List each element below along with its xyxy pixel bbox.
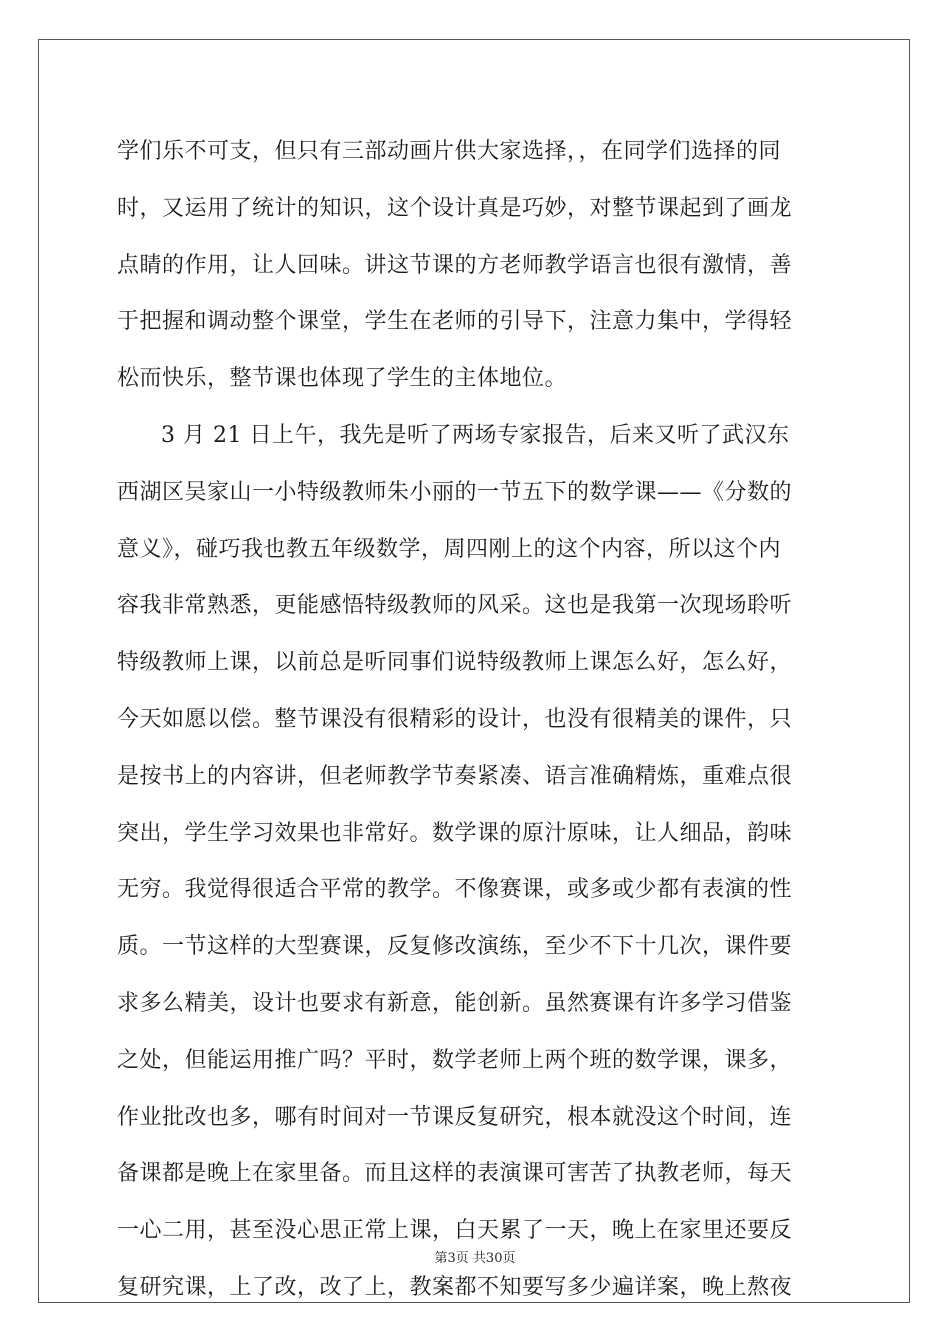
- text-line: 松而快乐，整节课也体现了学生的主体地位。: [117, 366, 568, 392]
- text-line: 突出，学生学习效果也非常好。数学课的原汁原味，让人细品，韵味: [117, 820, 793, 846]
- text-line: 于把握和调动整个课堂，学生在老师的引导下，注意力集中，学得轻: [117, 309, 793, 335]
- paragraph-start-line: 3 月 21 日上午，我先是听了两场专家报告，后来又听了武汉东: [161, 422, 790, 448]
- text-line: 是按书上的内容讲，但老师教学节奏紧凑、语言准确精炼，重难点很: [117, 763, 793, 789]
- text-line: 容我非常熟悉，更能感悟特级教师的风采。这也是我第一次现场聆听: [117, 593, 793, 619]
- text-line: 意义》，碰巧我也教五年级数学，周四刚上的这个内容，所以这个内: [117, 536, 782, 562]
- text-line: 点睛的作用，让人回味。讲这节课的方老师教学语言也很有激情，善: [117, 252, 793, 278]
- text-line: 无穷。我觉得很适合平常的教学。不像赛课，或多或少都有表演的性: [117, 877, 793, 903]
- page-footer: 第3页 共30页: [434, 1251, 516, 1266]
- text-line: 今天如愿以偿。整节课没有很精彩的设计，也没有很精美的课件，只: [117, 706, 793, 732]
- document-body: [117, 124, 833, 1317]
- text-line: 复研究课，上了改，改了上，教案都不知要写多少遍详案，晚上熬夜: [117, 1274, 793, 1300]
- text-line: 备课都是晚上在家里备。而且这样的表演课可害苦了执教老师，每天: [117, 1161, 793, 1187]
- text-line: 特级教师上课，以前总是听同事们说特级教师上课怎么好，怎么好，: [117, 650, 793, 676]
- text-line: 学们乐不可支，但只有三部动画片供大家选择，，在同学们选择的同: [117, 139, 782, 164]
- text-line: 之处，但能运用推广吗？平时，数学老师上两个班的数学课，课多，: [117, 1047, 793, 1073]
- text-line: 质。一节这样的大型赛课，反复修改演练，至少不下十几次，课件要: [117, 934, 793, 960]
- text-line: 时，又运用了统计的知识，这个设计真是巧妙，对整节课起到了画龙: [117, 195, 793, 221]
- text-line: 作业批改也多，哪有时间对一节课反复研究，根本就没这个时间，连: [117, 1104, 793, 1130]
- text-line: 一心二用，甚至没心思正常上课，白天累了一天，晚上在家里还要反: [117, 1218, 793, 1244]
- text-line: 西湖区吴家山一小特级教师朱小丽的一节五下的数学课——《分数的: [117, 479, 793, 505]
- text-line: 求多么精美，设计也要求有新意，能创新。虽然赛课有许多学习借鉴: [117, 990, 793, 1016]
